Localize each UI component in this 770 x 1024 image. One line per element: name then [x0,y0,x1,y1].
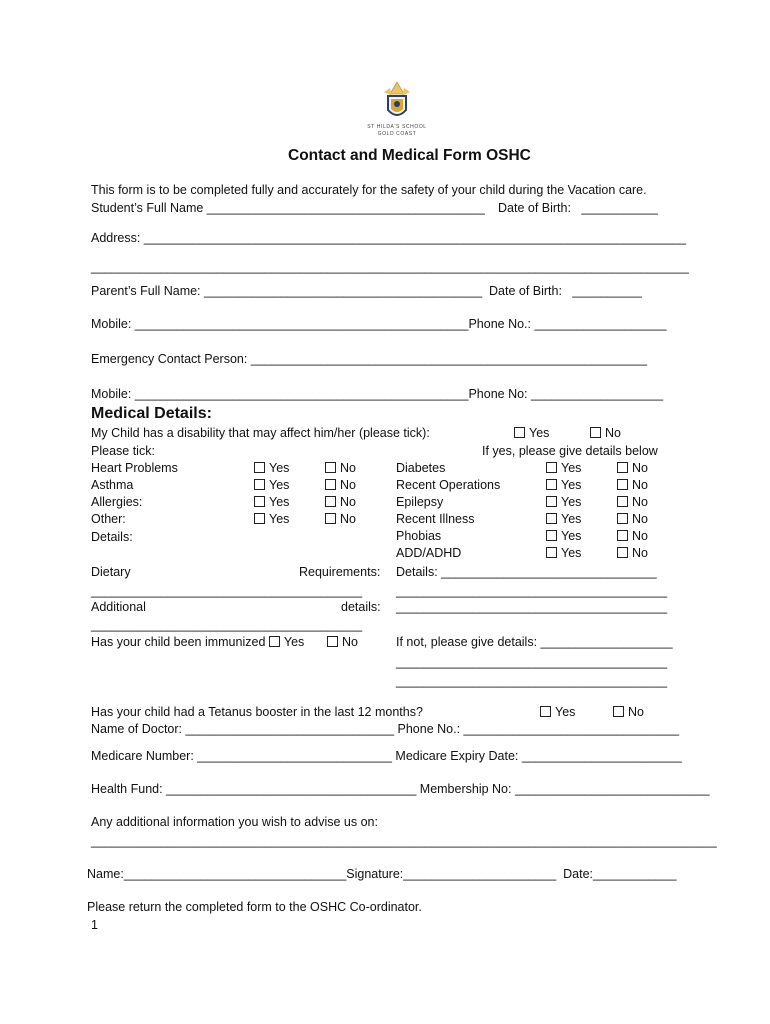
intro-text: This form is to be completed fully and accurately for the safety of your child during the Vacation care. [91,183,647,197]
immunized-question: Has your child been immunized Yes [91,635,305,649]
condition-label: Allergies: [91,495,143,509]
condition-label: Recent Operations [396,478,501,492]
checkbox-icon [327,636,338,647]
additional-line-right[interactable]: _______________________________________ [396,600,668,614]
condition-yes-option[interactable]: Yes [546,529,581,544]
return-note: Please return the completed form to the OSHC Co-ordinator. [87,900,422,914]
condition-yes-option[interactable]: Yes [546,478,581,493]
checkbox-icon [546,462,557,473]
condition-no-option[interactable]: No [617,546,648,561]
school-crest-logo [380,80,414,122]
tetanus-question: Has your child had a Tetanus booster in the last 12 months? [91,705,423,719]
page-title: Contact and Medical Form OSHC [288,147,531,164]
checkbox-icon [254,513,265,524]
condition-label: Recent Illness [396,512,475,526]
student-name-field[interactable]: Student’s Full Name ________________________________________ [91,201,485,215]
emergency-contact-field[interactable]: Emergency Contact Person: _________________________________________________________ [91,352,648,366]
checkbox-icon [617,513,628,524]
checkbox-icon [546,513,557,524]
dietary-details-field[interactable]: Details: _______________________________ [396,565,657,579]
disability-no-option[interactable]: No [590,426,621,441]
checkbox-icon [254,462,265,473]
checkbox-icon [613,706,624,717]
condition-no-option[interactable]: No [617,461,648,476]
tetanus-yes-option[interactable]: Yes [540,705,575,720]
condition-no-option[interactable]: No [617,495,648,510]
condition-no-option[interactable]: No [325,512,356,527]
school-name-line2: GOLD COAST [377,131,417,137]
health-fund-field[interactable]: Health Fund: ____________________________________ Membership No: ____________________________ [91,782,710,796]
please-tick-label: Please tick: [91,444,155,458]
immunized-no-option[interactable]: No [327,635,358,650]
additional-info-field[interactable]: __________________________________________________________________________________________ [91,834,717,848]
tetanus-no-option[interactable]: No [613,705,644,720]
additional-label: Additional [91,600,146,614]
additional-line-left[interactable]: _______________________________________ [91,618,363,632]
checkbox-icon [546,547,557,558]
condition-yes-option[interactable]: Yes [546,512,581,527]
student-dob-field[interactable]: Date of Birth: ___________ [498,201,658,215]
condition-no-option[interactable]: No [325,461,356,476]
condition-yes-option[interactable]: Yes [254,478,289,493]
doctor-field[interactable]: Name of Doctor: ______________________________ Phone No.: _______________________________ [91,722,680,736]
condition-no-option[interactable]: No [325,478,356,493]
checkbox-icon [254,479,265,490]
parent-name-field[interactable]: Parent’s Full Name: ________________________________________ [91,284,483,298]
school-name-line1: ST HILDA'S SCHOOL [367,124,427,130]
checkbox-icon [617,462,628,473]
condition-label: ADD/ADHD [396,546,462,560]
checkbox-icon [540,706,551,717]
condition-label: Other: [91,512,126,526]
emergency-mobile-field[interactable]: Mobile: ________________________________________________Phone No: ___________________ [91,387,664,401]
page-number: 1 [91,918,98,932]
checkbox-icon [617,496,628,507]
medicare-field[interactable]: Medicare Number: ____________________________ Medicare Expiry Date: _______________________ [91,749,682,763]
checkbox-icon [590,427,601,438]
checkbox-icon [254,496,265,507]
if-not-line2[interactable]: _______________________________________ [396,655,668,669]
checkbox-icon [514,427,525,438]
condition-label: Phobias [396,529,442,543]
condition-label: Asthma [91,478,134,492]
parent-dob-field[interactable]: Date of Birth: __________ [489,284,642,298]
checkbox-icon [325,462,336,473]
additional-details-label: details: [341,600,381,614]
condition-yes-option[interactable]: Yes [254,512,289,527]
medical-heading: Medical Details: [91,405,212,422]
checkbox-icon [546,496,557,507]
checkbox-icon [546,479,557,490]
checkbox-icon [325,479,336,490]
address-field[interactable]: Address: ______________________________________________________________________________ [91,231,687,245]
condition-no-option[interactable]: No [617,478,648,493]
if-yes-note: If yes, please give details below [482,444,658,458]
condition-yes-option[interactable]: Yes [546,461,581,476]
checkbox-icon [617,547,628,558]
condition-no-option[interactable]: No [617,529,648,544]
signature-row[interactable]: Name:________________________________Signature:______________________ Date:____________ [87,867,677,881]
checkbox-icon [617,479,628,490]
mobile-field[interactable]: Mobile: ________________________________________________Phone No.: ___________________ [91,317,667,331]
condition-yes-option[interactable]: Yes [254,461,289,476]
additional-info-label: Any additional information you wish to advise us on: [91,815,378,829]
condition-yes-option[interactable]: Yes [546,495,581,510]
condition-yes-option[interactable]: Yes [254,495,289,510]
checkbox-icon [546,530,557,541]
condition-label: Diabetes [396,461,446,475]
disability-question: My Child has a disability that may affect him/her (please tick): [91,426,430,440]
checkbox-icon[interactable] [269,636,280,647]
if-not-line3[interactable]: _______________________________________ [396,674,668,688]
disability-yes-option[interactable]: Yes [514,426,549,441]
condition-yes-option[interactable]: Yes [546,546,581,561]
condition-label: Epilepsy [396,495,444,509]
address-line2-field[interactable]: ______________________________________________________________________________________ [91,260,689,274]
dietary-line-left[interactable]: _______________________________________ [91,584,363,598]
checkbox-icon [325,496,336,507]
condition-no-option[interactable]: No [325,495,356,510]
details-label: Details: [91,530,133,544]
checkbox-icon [325,513,336,524]
dietary-line-right[interactable]: _______________________________________ [396,584,668,598]
checkbox-icon [617,530,628,541]
if-not-details-field[interactable]: If not, please give details: ___________________ [396,635,673,649]
condition-no-option[interactable]: No [617,512,648,527]
condition-label: Heart Problems [91,461,178,475]
requirements-label: Requirements: [299,565,381,579]
dietary-label: Dietary [91,565,131,579]
